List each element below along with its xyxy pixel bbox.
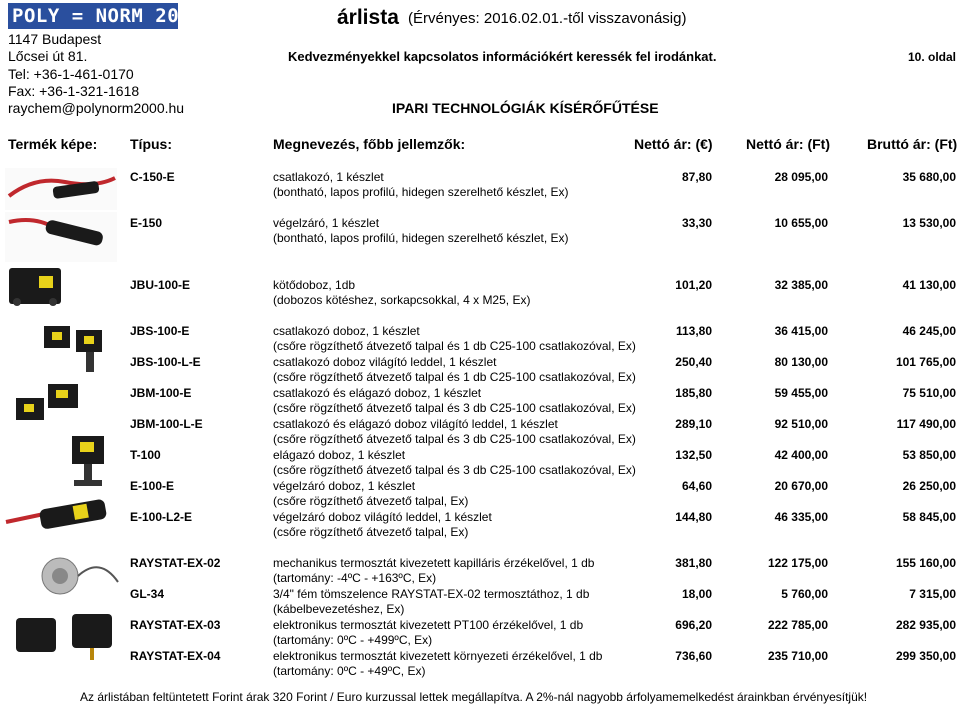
- row-desc-main: végelzáró doboz, 1 készlet: [273, 479, 416, 493]
- row-type: JBU-100-E: [130, 278, 191, 292]
- row-type: RAYSTAT-EX-02: [130, 556, 221, 570]
- row-desc-detail: (csőre rögzíthető átvezető talpal és 3 db C25-100 csatlakozóval, Ex): [273, 432, 636, 446]
- product-image-e150: [5, 212, 117, 262]
- row-price-eur: 289,10: [675, 417, 712, 431]
- row-price-eur: 101,20: [675, 278, 712, 292]
- company-logo: POLY = NORM 2000 KFT: [8, 3, 178, 29]
- row-desc-detail: (csőre rögzíthető átvezető talpal, Ex): [273, 494, 469, 508]
- row-price-huf: 59 455,00: [774, 386, 828, 400]
- row-desc-detail: (kábelbevezetéshez, Ex): [273, 602, 405, 616]
- row-price-eur: 132,50: [675, 448, 712, 462]
- company-address-line1: 1147 Budapest: [8, 31, 102, 47]
- row-price-gross: 13 530,00: [902, 216, 956, 230]
- row-type: C-150-E: [130, 170, 175, 184]
- product-image-raystat-ex03: [12, 608, 122, 660]
- row-desc-main: kötődoboz, 1db: [273, 278, 356, 292]
- row-price-huf: 36 415,00: [774, 324, 828, 338]
- product-image-e100: [4, 492, 116, 542]
- row-desc-detail: (dobozos kötéshez, sorkapcsokkal, 4 x M25, Ex): [273, 293, 531, 307]
- product-image-c150: [5, 168, 117, 210]
- row-price-gross: 35 680,00: [902, 170, 956, 184]
- row-desc-main: csatlakozó és elágazó doboz, 1 készlet: [273, 386, 482, 400]
- row-price-eur: 64,60: [681, 479, 712, 493]
- row-desc-main: végelzáró doboz világító leddel, 1 készlet: [273, 510, 492, 524]
- row-price-eur: 185,80: [675, 386, 712, 400]
- row-desc-main: elektronikus termosztát kivezetett PT100 érzékelővel, 1 db: [273, 618, 584, 632]
- row-price-gross: 155 160,00: [895, 556, 956, 570]
- row-desc-detail: (csőre rögzíthető átvezető talpal és 1 db C25-100 csatlakozóval, Ex): [273, 370, 636, 384]
- row-desc-detail: (bontható, lapos profilú, hidegen szerelhető készlet, Ex): [273, 231, 569, 245]
- row-type: RAYSTAT-EX-03: [130, 618, 221, 632]
- row-desc-main: 3/4" fém tömszelence RAYSTAT-EX-02 termosztáthoz, 1 db: [273, 587, 590, 601]
- row-price-eur: 18,00: [681, 587, 712, 601]
- row-price-huf: 222 785,00: [767, 618, 828, 632]
- row-price-gross: 58 845,00: [902, 510, 956, 524]
- row-price-gross: 299 350,00: [895, 649, 956, 663]
- row-desc-main: csatlakozó és elágazó doboz világító leddel, 1 készlet: [273, 417, 558, 431]
- row-price-huf: 28 095,00: [774, 170, 828, 184]
- row-type: JBM-100-E: [130, 386, 192, 400]
- row-price-eur: 381,80: [675, 556, 712, 570]
- company-address-line2: Lőcsei út 81.: [8, 48, 88, 64]
- row-price-gross: 117 490,00: [896, 417, 956, 431]
- row-desc-main: elágazó doboz, 1 készlet: [273, 448, 406, 462]
- row-price-huf: 5 760,00: [781, 587, 828, 601]
- product-image-t100: [58, 432, 118, 492]
- row-price-eur: 87,80: [681, 170, 712, 184]
- company-email[interactable]: raychem@polynorm2000.hu: [8, 100, 185, 116]
- row-type: GL-34: [130, 587, 165, 601]
- row-desc-main: elektronikus termosztát kivezetett környezeti érzékelővel, 1 db: [273, 649, 603, 663]
- row-price-eur: 736,60: [675, 649, 712, 663]
- row-price-eur: 144,80: [675, 510, 712, 524]
- company-fax: Fax: +36-1-321-1618: [8, 83, 140, 99]
- row-price-eur: 113,80: [675, 324, 712, 338]
- product-image-raystat-ex02: [36, 552, 120, 600]
- col-header-net-eur: Nettó ár: (€): [634, 136, 713, 152]
- row-price-eur: 250,40: [675, 355, 712, 369]
- row-type: JBS-100-E: [130, 324, 190, 338]
- section-title: IPARI TECHNOLÓGIÁK KÍSÉRŐFŰTÉSE: [392, 100, 659, 116]
- row-desc-main: mechanikus termosztát kivezetett kapilláris érzékelővel, 1 db: [273, 556, 595, 570]
- row-price-gross: 53 850,00: [902, 448, 956, 462]
- row-price-eur: 696,20: [675, 618, 712, 632]
- row-price-eur: 33,30: [681, 216, 712, 230]
- page-number: 10. oldal: [908, 50, 957, 64]
- footer-note: Az árlistában feltüntetett Forint árak 320 Forint / Euro kurzussal lettek megállapítva. A 2%-nál nagyobb árfolyamemelkedést árainkban érvényesítjük!: [80, 690, 868, 704]
- row-price-huf: 92 510,00: [774, 417, 828, 431]
- product-image-jbs100: [40, 322, 110, 374]
- row-price-gross: 7 315,00: [909, 587, 956, 601]
- row-price-gross: 46 245,00: [902, 324, 956, 338]
- row-price-gross: 41 130,00: [902, 278, 956, 292]
- row-desc-detail: (tartomány: -4ºC - +163ºC, Ex): [273, 571, 437, 585]
- row-desc-main: csatlakozó, 1 készlet: [273, 170, 384, 184]
- col-header-gross-huf: Bruttó ár: (Ft): [867, 136, 958, 152]
- row-price-huf: 32 385,00: [774, 278, 828, 292]
- row-price-gross: 101 765,00: [895, 355, 956, 369]
- row-desc-main: csatlakozó doboz világító leddel, 1 készlet: [273, 355, 497, 369]
- row-price-gross: 75 510,00: [902, 386, 956, 400]
- col-header-name: Megnevezés, főbb jellemzők:: [273, 136, 466, 152]
- row-price-huf: 122 175,00: [767, 556, 828, 570]
- row-price-huf: 20 670,00: [774, 479, 828, 493]
- row-type: E-100-L2-E: [130, 510, 193, 524]
- row-price-gross: 282 935,00: [895, 618, 956, 632]
- row-type: T-100: [130, 448, 161, 462]
- col-header-image: Termék képe:: [8, 136, 98, 152]
- row-price-huf: 10 655,00: [774, 216, 828, 230]
- validity-note: (Érvényes: 2016.02.01.-től visszavonásig): [408, 10, 687, 27]
- row-desc-detail: (tartomány: 0ºC - +49ºC, Ex): [273, 664, 426, 678]
- row-desc-detail: (bontható, lapos profilú, hidegen szerelhető készlet, Ex): [273, 185, 569, 199]
- row-type: RAYSTAT-EX-04: [130, 649, 221, 663]
- col-header-net-huf: Nettó ár: (Ft): [746, 136, 830, 152]
- row-type: JBS-100-L-E: [130, 355, 201, 369]
- row-desc-detail: (tartomány: 0ºC - +499ºC, Ex): [273, 633, 433, 647]
- row-type: JBM-100-L-E: [130, 417, 203, 431]
- page-title: árlista: [337, 6, 399, 29]
- row-type: E-150: [130, 216, 163, 230]
- row-price-huf: 46 335,00: [774, 510, 828, 524]
- product-image-jbu100: [7, 262, 67, 310]
- row-price-huf: 235 710,00: [767, 649, 828, 663]
- row-price-gross: 26 250,00: [902, 479, 956, 493]
- row-type: E-100-E: [130, 479, 175, 493]
- product-image-jbm100: [12, 380, 84, 430]
- row-desc-main: csatlakozó doboz, 1 készlet: [273, 324, 420, 338]
- row-desc-main: végelzáró, 1 készlet: [273, 216, 380, 230]
- discount-note: Kedvezményekkel kapcsolatos információkért keressék fel irodánkat.: [288, 49, 717, 64]
- col-header-type: Típus:: [130, 136, 172, 152]
- row-desc-detail: (csőre rögzíthető átvezető talpal, Ex): [273, 525, 469, 539]
- row-desc-detail: (csőre rögzíthető átvezető talpal és 3 db C25-100 csatlakozóval, Ex): [273, 401, 636, 415]
- company-tel: Tel: +36-1-461-0170: [8, 66, 134, 82]
- row-price-huf: 80 130,00: [774, 355, 828, 369]
- row-desc-detail: (csőre rögzíthető átvezető talpal és 1 db C25-100 csatlakozóval, Ex): [273, 339, 636, 353]
- row-desc-detail: (csőre rögzíthető átvezető talpal és 3 db C25-100 csatlakozóval, Ex): [273, 463, 636, 477]
- row-price-huf: 42 400,00: [774, 448, 828, 462]
